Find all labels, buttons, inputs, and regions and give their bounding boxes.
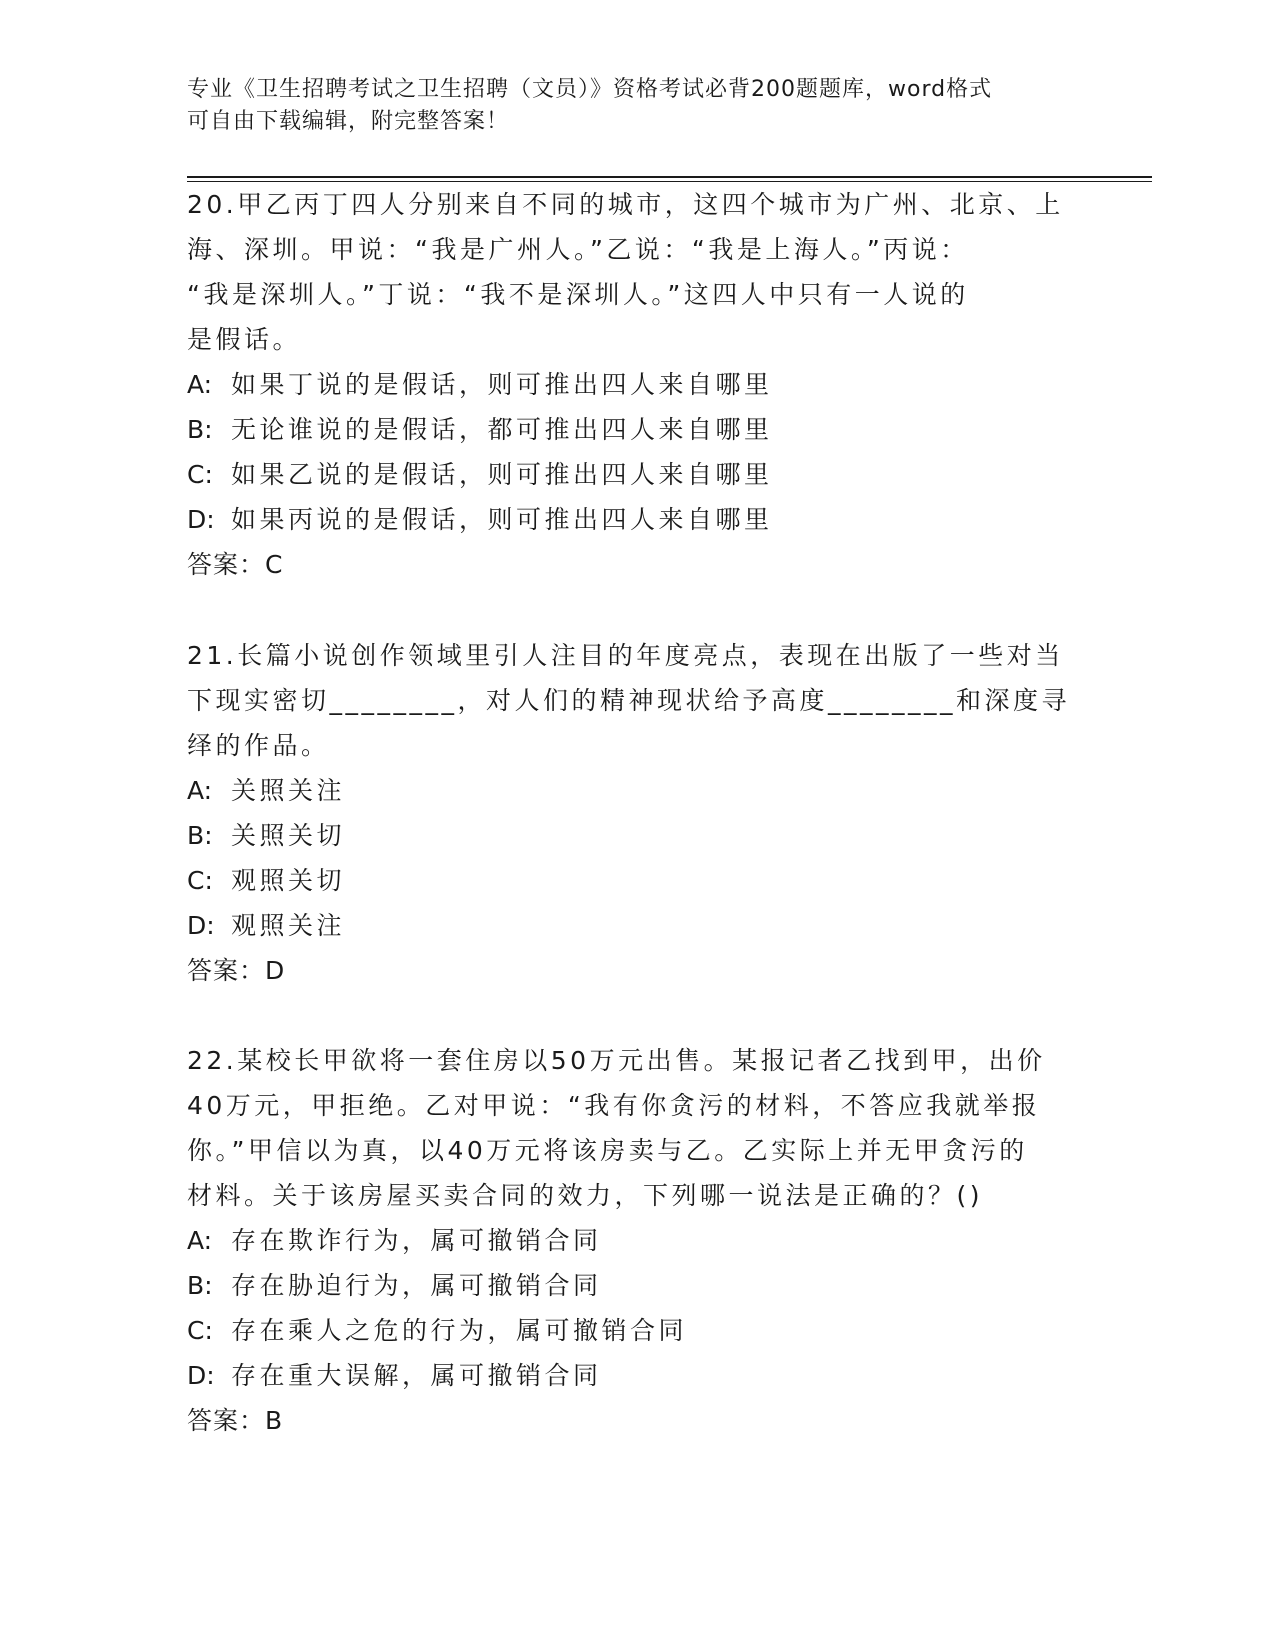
stem-line: 20.甲乙丙丁四人分别来自不同的城市，这四个城市为广州、北京、上 bbox=[187, 190, 1064, 219]
stem-line: 40万元，甲拒绝。乙对甲说：“我有你贪污的材料，不答应我就举报 bbox=[187, 1091, 1041, 1120]
option-text: 存在胁迫行为，属可撤销合同 bbox=[231, 1271, 602, 1300]
option-letter: A: bbox=[187, 370, 213, 399]
question-stem bbox=[187, 1038, 1087, 1218]
option-c bbox=[187, 858, 1087, 903]
option-c bbox=[187, 1308, 1087, 1353]
stem-line: 21.长篇小说创作领域里引人注目的年度亮点，表现在出版了一些对当 bbox=[187, 641, 1064, 670]
option-text: 无论谁说的是假话，都可推出四人来自哪里 bbox=[231, 415, 773, 444]
option-c bbox=[187, 452, 1087, 497]
header-line-2: 可自由下载编辑，附完整答案！ bbox=[187, 109, 510, 134]
option-letter: A: bbox=[187, 1226, 213, 1255]
option-text: 存在乘人之危的行为，属可撤销合同 bbox=[231, 1316, 688, 1345]
option-letter: C: bbox=[187, 460, 213, 489]
option-text: 存在重大误解，属可撤销合同 bbox=[231, 1361, 602, 1390]
option-letter: C: bbox=[187, 866, 213, 895]
answer: 答案：B bbox=[187, 1406, 284, 1435]
option-text: 观照关切 bbox=[231, 866, 346, 895]
answer: 答案：C bbox=[187, 550, 284, 579]
stem-line: 是假话。 bbox=[187, 325, 302, 354]
option-text: 关照关注 bbox=[231, 776, 346, 805]
header-divider-thick bbox=[187, 176, 1152, 178]
option-b bbox=[187, 1263, 1087, 1308]
question-stem bbox=[187, 182, 1087, 362]
option-a bbox=[187, 1218, 1087, 1263]
question-20 bbox=[187, 182, 1087, 587]
question-21 bbox=[187, 633, 1087, 993]
option-letter: D: bbox=[187, 505, 215, 534]
header-line-1: 专业《卫生招聘考试之卫生招聘（文员）》资格考试必背200题题库，word格式 bbox=[187, 77, 993, 102]
option-text: 关照关切 bbox=[231, 821, 346, 850]
option-text: 如果乙说的是假话，则可推出四人来自哪里 bbox=[231, 460, 773, 489]
question-stem bbox=[187, 633, 1087, 768]
option-a bbox=[187, 768, 1087, 813]
stem-line: “我是深圳人。”丁说：“我不是深圳人。”这四人中只有一人说的 bbox=[187, 280, 969, 309]
option-letter: B: bbox=[187, 821, 213, 850]
option-letter: C: bbox=[187, 1316, 213, 1345]
stem-line: 海、深圳。甲说：“我是广州人。”乙说：“我是上海人。”丙说： bbox=[187, 235, 969, 264]
option-d bbox=[187, 497, 1087, 542]
option-b bbox=[187, 813, 1087, 858]
option-d bbox=[187, 903, 1087, 948]
stem-line: 你。”甲信以为真，以40万元将该房卖与乙。乙实际上并无甲贪污的 bbox=[187, 1136, 1028, 1165]
stem-line: 22.某校长甲欲将一套住房以50万元出售。某报记者乙找到甲，出价 bbox=[187, 1046, 1046, 1075]
stem-line: 绎的作品。 bbox=[187, 731, 330, 760]
option-letter: D: bbox=[187, 911, 215, 940]
stem-line: 材料。关于该房屋买卖合同的效力，下列哪一说法是正确的？() bbox=[187, 1181, 984, 1210]
option-d bbox=[187, 1353, 1087, 1398]
answer: 答案：D bbox=[187, 956, 286, 985]
question-22 bbox=[187, 1038, 1087, 1443]
option-letter: A: bbox=[187, 776, 213, 805]
option-b bbox=[187, 407, 1087, 452]
option-letter: B: bbox=[187, 1271, 213, 1300]
document-header bbox=[187, 74, 1087, 138]
option-a bbox=[187, 362, 1087, 407]
option-text: 如果丙说的是假话，则可推出四人来自哪里 bbox=[231, 505, 773, 534]
option-letter: D: bbox=[187, 1361, 215, 1390]
option-text: 观照关注 bbox=[231, 911, 346, 940]
option-text: 存在欺诈行为，属可撤销合同 bbox=[231, 1226, 602, 1255]
option-text: 如果丁说的是假话，则可推出四人来自哪里 bbox=[231, 370, 773, 399]
stem-line: 下现实密切________，对人们的精神现状给予高度________和深度寻 bbox=[187, 686, 1071, 715]
option-letter: B: bbox=[187, 415, 213, 444]
